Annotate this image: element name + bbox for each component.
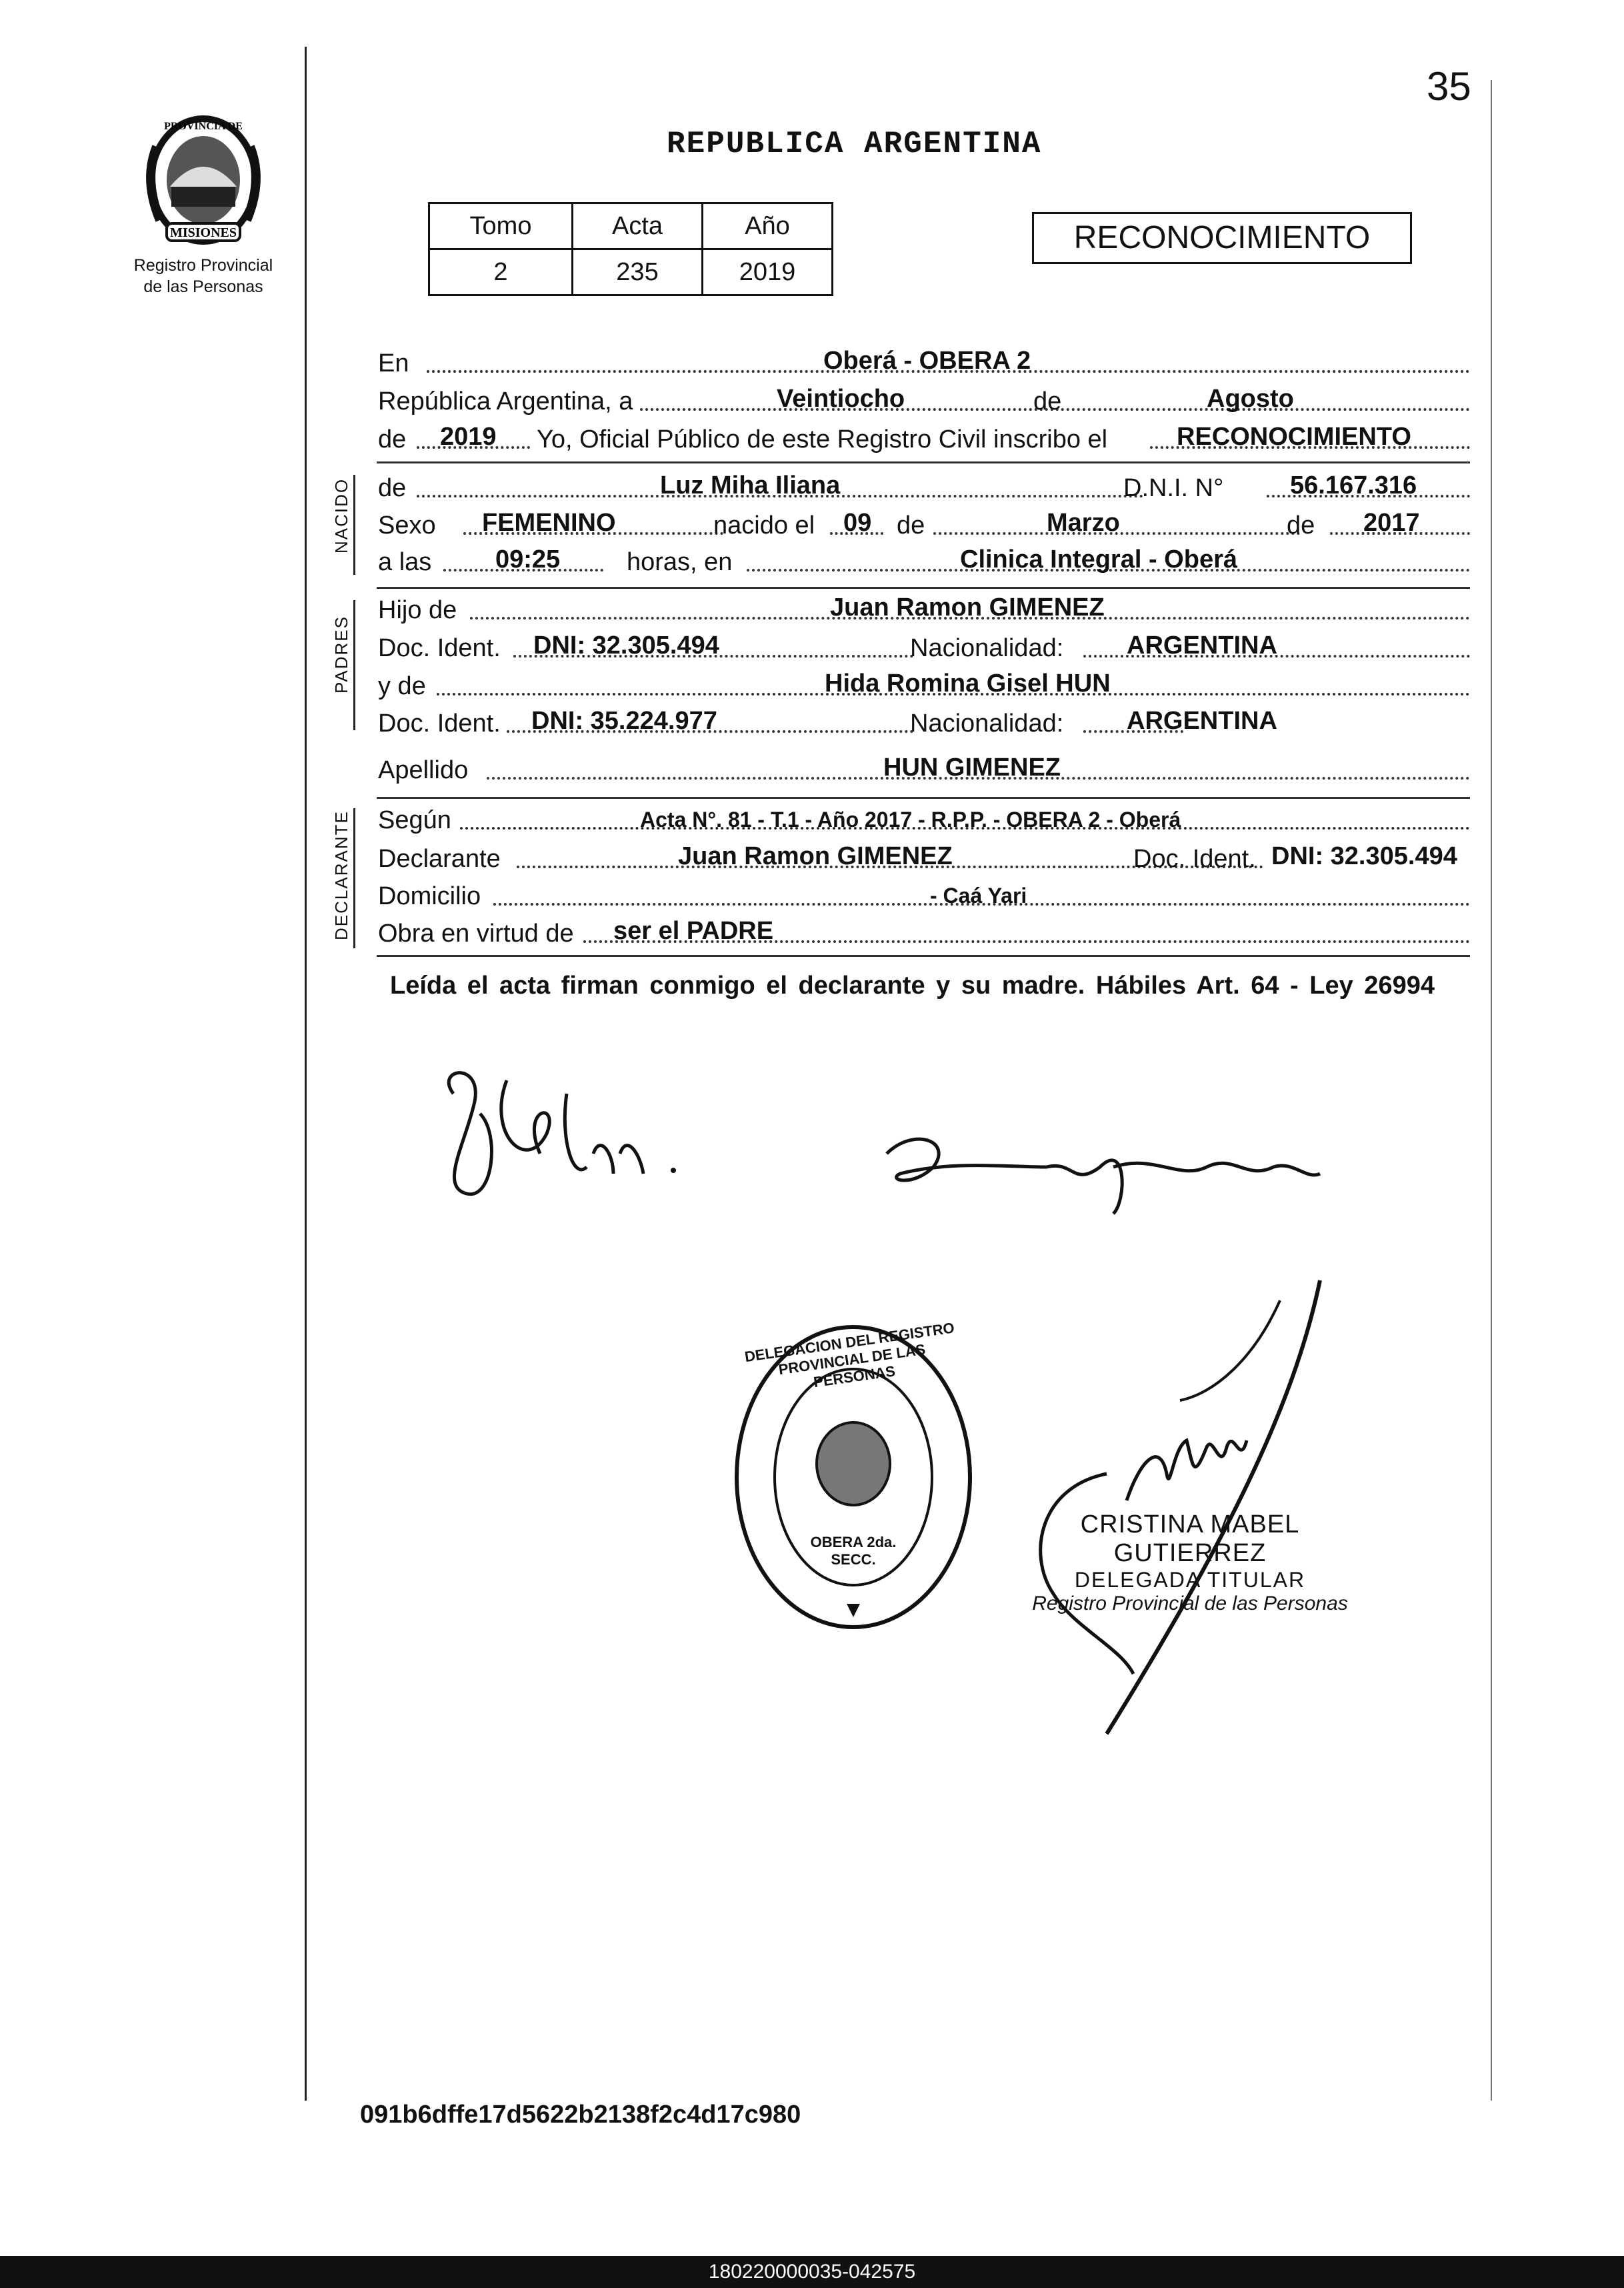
value-declarante-name: Juan Ramon GIMENEZ xyxy=(678,842,953,870)
value-sex: FEMENINO xyxy=(482,509,616,537)
label-de: de xyxy=(378,474,407,502)
value-declarante-doc: DNI: 32.305.494 xyxy=(1271,842,1457,870)
label-de: de xyxy=(897,511,925,539)
document-hash: 091b6dffe17d5622b2138f2c4d17c980 xyxy=(360,2101,801,2129)
left-margin-rule xyxy=(305,47,307,2101)
value-obra: ser el PADRE xyxy=(613,917,774,945)
value-father-doc: DNI: 32.305.494 xyxy=(533,632,719,660)
value-mother-name: Hida Romina Gisel HUN xyxy=(825,670,1111,698)
label-domicilio: Domicilio xyxy=(378,882,481,910)
page-number: 35 xyxy=(1427,64,1471,109)
row-mother-doc xyxy=(377,704,1470,741)
registry-caption xyxy=(100,255,307,297)
value-place: Oberá - OBERA 2 xyxy=(823,347,1031,375)
label-nacionalidad: Nacionalidad: xyxy=(910,710,1064,738)
row-born-sex xyxy=(377,505,1470,543)
row-mother xyxy=(377,666,1470,704)
registry-caption-line2: de las Personas xyxy=(143,277,263,296)
value-segun: Acta N°. 81 - T.1 - Año 2017 - R.P.P. - OBERA 2 - Oberá xyxy=(640,808,1181,832)
row-born-time xyxy=(377,542,1470,580)
value-birth-day: 09 xyxy=(843,509,872,537)
label-doc: Doc. Ident. xyxy=(1133,845,1256,873)
label-hijo: Hijo de xyxy=(378,596,457,624)
section-label-born: NACIDO xyxy=(331,477,351,553)
row-obra xyxy=(377,914,1470,951)
value-surname: HUN GIMENEZ xyxy=(883,754,1061,782)
label-segun: Según xyxy=(378,806,451,834)
value-year: 2019 xyxy=(440,423,497,451)
section-bracket xyxy=(353,808,355,948)
row-year xyxy=(377,419,1470,457)
label-doc: Doc. Ident. xyxy=(378,634,501,662)
coat-of-arms-logo xyxy=(130,107,277,253)
official-name: CRISTINA MABEL GUTIERREZ xyxy=(1080,1510,1300,1567)
stamp-ring-text: DELEGACION DEL REGISTRO PROVINCIAL DE LAS PERSONAS xyxy=(743,1319,956,1391)
value-act-name: RECONOCIMIENTO xyxy=(1177,423,1411,451)
value-child-dni: 56.167.316 xyxy=(1290,471,1417,499)
label-apellido: Apellido xyxy=(378,756,469,784)
label-nacionalidad: Nacionalidad: xyxy=(910,634,1064,662)
mother-signature xyxy=(427,1054,707,1217)
value-mother-nationality: ARGENTINA xyxy=(1127,707,1277,735)
label-de2: de xyxy=(378,425,407,453)
section-label-declarant: DECLARANTE xyxy=(331,810,351,940)
row-date xyxy=(377,381,1470,419)
record-header-anio: Año xyxy=(703,203,833,249)
value-child-name: Luz Miha Iliana xyxy=(660,471,841,499)
declarant-signature xyxy=(873,1114,1327,1224)
value-month: Agosto xyxy=(1207,385,1294,413)
row-domicilio xyxy=(377,876,1470,914)
stamp-inner-text: OBERA 2da. SECC. xyxy=(810,1534,897,1568)
official-signature xyxy=(1027,1274,1327,1744)
value-birth-time: 09:25 xyxy=(495,545,561,574)
row-born-name xyxy=(377,468,1470,505)
record-value-anio: 2019 xyxy=(703,249,833,295)
label-dni: D.N.I. N° xyxy=(1123,474,1224,502)
section-rule xyxy=(377,797,1470,799)
right-margin-rule xyxy=(1491,80,1492,2101)
label-en: En xyxy=(378,349,409,377)
row-segun xyxy=(377,800,1470,838)
label-de: de xyxy=(1033,387,1062,415)
label-doc: Doc. Ident. xyxy=(378,710,501,738)
closing-statement: Leída el acta firman conmigo el declarante y su madre. Hábiles Art. 64 - Ley 26994 xyxy=(390,972,1435,1000)
record-value-acta: 235 xyxy=(573,249,703,295)
label-obra: Obra en virtud de xyxy=(378,920,574,948)
label-yde: y de xyxy=(378,672,426,700)
registry-caption-line1: Registro Provincial xyxy=(133,256,273,275)
value-birth-month: Marzo xyxy=(1047,509,1120,537)
record-table xyxy=(428,202,833,296)
value-day: Veintiocho xyxy=(777,385,905,413)
row-father-doc xyxy=(377,628,1470,666)
official-office: Registro Provincial de las Personas xyxy=(1032,1592,1348,1614)
value-father-nationality: ARGENTINA xyxy=(1127,632,1277,660)
value-domicilio: - Caá Yari xyxy=(930,884,1027,908)
section-rule xyxy=(377,461,1470,463)
svg-text:PROVINCIA DE: PROVINCIA DE xyxy=(164,121,243,132)
record-header-tomo: Tomo xyxy=(429,203,573,249)
label-republica: República Argentina, a xyxy=(378,387,633,415)
label-nacido: nacido el xyxy=(713,511,815,539)
label-alas: a las xyxy=(378,548,432,576)
section-label-parents: PADRES xyxy=(331,616,351,694)
row-place xyxy=(377,343,1470,381)
value-birth-year: 2017 xyxy=(1363,509,1420,537)
section-rule xyxy=(377,955,1470,957)
svg-text:MISIONES: MISIONES xyxy=(169,225,237,240)
official-role: DELEGADA TITULAR xyxy=(1074,1568,1306,1592)
section-rule xyxy=(377,587,1470,589)
label-yo-oficial: Yo, Oficial Público de este Registro Civil inscribo el xyxy=(537,425,1108,453)
label-horas: horas, en xyxy=(627,548,733,576)
footer-barcode-id: 180220000035-042575 xyxy=(0,2256,1624,2288)
label-sexo: Sexo xyxy=(378,511,436,539)
row-father xyxy=(377,590,1470,628)
act-type-box: RECONOCIMIENTO xyxy=(1032,212,1412,264)
record-header-acta: Acta xyxy=(573,203,703,249)
value-mother-doc: DNI: 35.224.977 xyxy=(531,707,717,735)
row-surname xyxy=(377,750,1470,788)
value-father-name: Juan Ramon GIMENEZ xyxy=(830,594,1105,622)
country-title: REPUBLICA ARGENTINA xyxy=(667,127,1042,161)
label-declarante: Declarante xyxy=(378,845,501,873)
label-de: de xyxy=(1287,511,1315,539)
value-birth-place: Clinica Integral - Oberá xyxy=(960,545,1237,574)
official-signature-block xyxy=(1023,1510,1357,1615)
row-declarante xyxy=(377,839,1470,876)
record-value-tomo: 2 xyxy=(429,249,573,295)
section-bracket xyxy=(353,475,355,575)
section-bracket xyxy=(353,600,355,730)
